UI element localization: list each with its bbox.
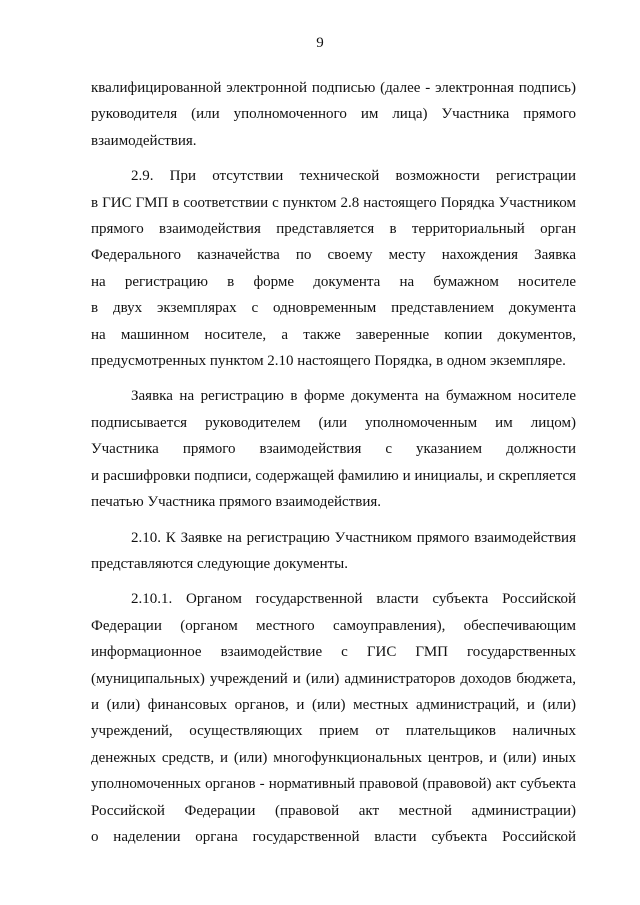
text-line: Российской Федерации (правовой акт местной администрации): [91, 802, 576, 819]
text-line: о наделении органа государственной власти субъекта Российской: [91, 828, 576, 845]
text-line: денежных средств, и (или) многофункциональных центров, и (или) иных: [91, 749, 576, 766]
text-line: руководителя (или уполномоченного им лица) Участника прямого: [91, 106, 576, 123]
text-line: предусмотренных пунктом 2.10 настоящего Порядка, в одном экземпляре.: [91, 353, 566, 370]
paragraph-application-signing: [91, 383, 576, 515]
text-line: в двух экземплярах с одновременным представлением документа: [91, 300, 576, 317]
text-line: подписывается руководителем (или уполномоченным им лицом): [91, 414, 576, 431]
text-line: Заявка на регистрацию в форме документа на бумажном носителе: [131, 388, 576, 405]
text-line: 2.10.1. Органом государственной власти субъекта Российской: [131, 591, 576, 608]
text-line: на регистрацию в форме документа на бумажном носителе: [91, 273, 576, 290]
page-number: 9: [316, 35, 324, 51]
text-line: взаимодействия.: [91, 132, 197, 149]
text-line: прямого взаимодействия представляется в территориальный орган: [91, 221, 576, 238]
paragraph-2-10-1: [91, 586, 576, 850]
text-line: Федерального казначейства по своему месту нахождения Заявка: [91, 247, 576, 264]
text-line: 2.10. К Заявке на регистрацию Участником прямого взаимодействия: [131, 529, 576, 546]
paragraph-2-9: [91, 163, 576, 374]
text-line: печатью Участника прямого взаимодействия.: [91, 494, 382, 511]
text-line: 2.9. При отсутствии технической возможности регистрации: [131, 168, 576, 185]
text-line: квалифицированной электронной подписью (далее - электронная подпись): [91, 80, 576, 96]
text-line: (муниципальных) учреждений и (или) администраторов доходов бюджета,: [91, 670, 576, 687]
text-line: Участника прямого взаимодействия с указанием должности: [91, 441, 576, 458]
text-line: Федерации (органом местного самоуправления), обеспечивающим: [91, 617, 576, 634]
document-body: [91, 75, 576, 850]
paragraph-signature: [91, 75, 576, 154]
text-line: на машинном носителе, а также заверенные копии документов,: [91, 326, 576, 343]
paragraph-2-10: [91, 525, 576, 578]
text-line: уполномоченных органов - нормативный правовой (правовой) акт субъекта: [91, 776, 576, 793]
text-line: в ГИС ГМП в соответствии с пунктом 2.8 настоящего Порядка Участником: [91, 194, 576, 211]
text-line: представляются следующие документы.: [91, 555, 348, 572]
text-line: и расшифровки подписи, содержащей фамилию и инициалы, и скрепляется: [91, 467, 576, 484]
text-line: информационное взаимодействие с ГИС ГМП государственных: [91, 644, 576, 661]
text-line: учреждений, осуществляющих прием от плательщиков наличных: [91, 723, 576, 740]
text-line: и (или) финансовых органов, и (или) местных администраций, и (или): [91, 696, 576, 713]
